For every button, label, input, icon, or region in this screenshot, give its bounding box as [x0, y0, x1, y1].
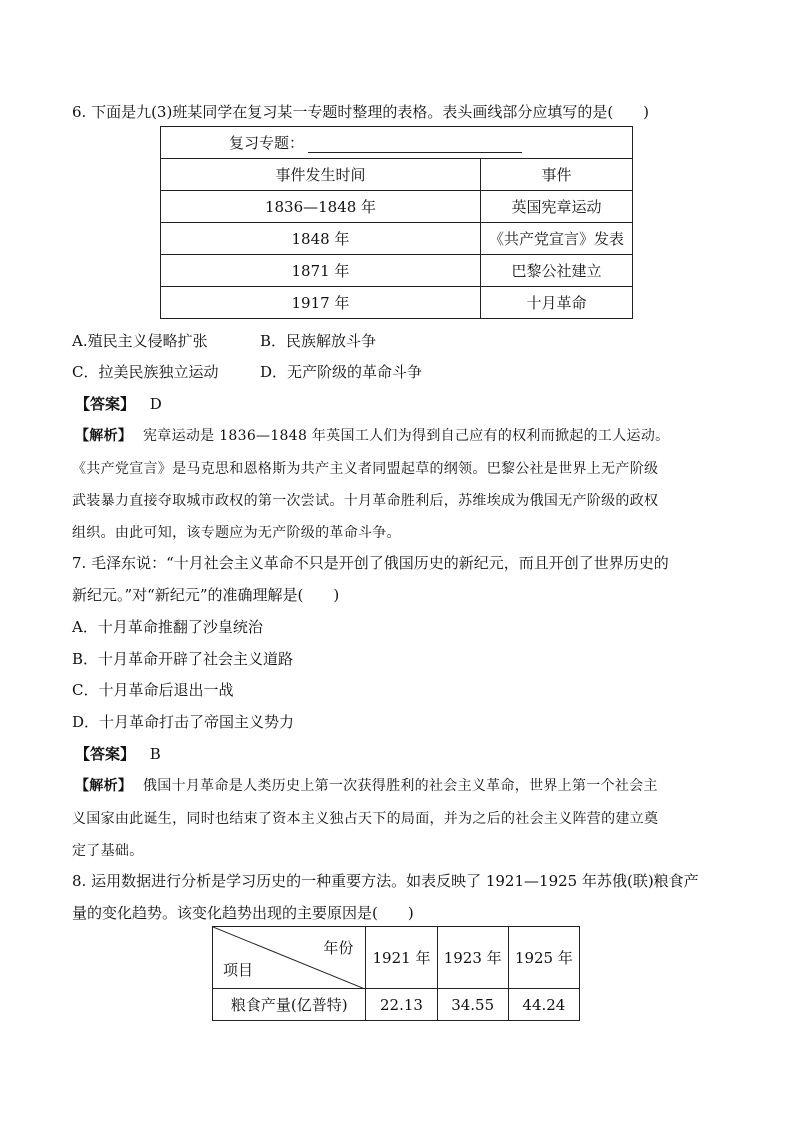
q8-corner-bottom: 项目	[223, 961, 254, 979]
q6-cell-event: 十月革命	[481, 287, 633, 319]
q8-value-cell: 44.24	[508, 989, 579, 1021]
q8-table	[212, 926, 580, 1021]
q6-analysis-line: 武装暴力直接夺取城市政权的第一次尝试。十月革命胜利后，苏维埃成为俄国无产阶级的政权	[72, 493, 659, 509]
q6-table-title-row	[161, 127, 633, 159]
q8-value-cell: 34.55	[437, 989, 508, 1021]
q6-header-time: 事件发生时间	[161, 159, 481, 191]
q7-option-c[interactable]: C．十月革命后退出一战	[72, 681, 234, 699]
q6-header-event: 事件	[481, 159, 633, 191]
q7-option-d[interactable]: D．十月革命打击了帝国主义势力	[72, 713, 295, 731]
q7-option-a[interactable]: A．十月革命推翻了沙皇统治	[72, 618, 263, 636]
q7-analysis-label: 【解析】	[75, 778, 133, 794]
q7-analysis-line: 定了基础。	[72, 843, 144, 859]
q6-analysis-line: 组织。由此可知，该专题应为无产阶级的革命斗争。	[72, 525, 401, 541]
q8-stem: 8. 运用数据进行分析是学习历史的一种重要方法。如表反映了 1921—1925 年苏俄(联)粮食产	[72, 872, 699, 890]
q6-answer-value: D	[149, 395, 162, 413]
q7-stem: 新纪元。”对“新纪元”的准确理解是( )	[72, 586, 340, 604]
q6-options-row-1	[72, 330, 377, 351]
q6-analysis-line	[75, 425, 669, 445]
q6-cell-event: 英国宪章运动	[481, 191, 633, 223]
q6-option-a[interactable]: A.殖民主义侵略扩张	[72, 332, 208, 350]
q6-answer-label: 【答案】	[75, 395, 136, 413]
q8-value-cell: 22.13	[366, 989, 437, 1021]
q6-cell-time: 1836—1848 年	[161, 191, 481, 223]
q8-row-label: 粮食产量(亿普特)	[213, 989, 366, 1021]
q6-table-title-label: 复习专题：	[229, 134, 305, 152]
q6-option-b[interactable]: B．民族解放斗争	[260, 332, 377, 350]
q6-stem: 6. 下面是九(3)班某同学在复习某一专题时整理的表格。表头画线部分应填写的是( )	[72, 103, 650, 121]
q7-analysis-line	[75, 775, 658, 795]
q8-year-header: 1923 年	[437, 927, 508, 989]
q7-analysis-line: 义国家由此诞生，同时也结束了资本主义独占天下的局面，并为之后的社会主义阵营的建立奠	[72, 811, 659, 827]
q6-analysis-label: 【解析】	[75, 428, 133, 444]
q6-analysis-text: 宪章运动是 1836—1848 年英国工人们为得到自己应有的权利而掀起的工人运动。	[142, 428, 670, 444]
q8-stem: 量的变化趋势。该变化趋势出现的主要原因是( )	[72, 904, 414, 922]
q7-option-b[interactable]: B．十月革命开辟了社会主义道路	[72, 650, 294, 668]
q7-answer-label: 【答案】	[75, 745, 136, 763]
q8-year-header: 1925 年	[508, 927, 579, 989]
q6-analysis-line: 《共产党宣言》是马克思和恩格斯为共产主义者同盟起草的纲领。巴黎公社是世界上无产阶级	[72, 461, 659, 477]
q7-stem: 7. 毛泽东说：“十月社会主义革命不只是开创了俄国历史的新纪元，而且开创了世界历史的	[72, 554, 669, 572]
q6-cell-time: 1871 年	[161, 255, 481, 287]
q6-option-c[interactable]: C．拉美民族独立运动	[72, 363, 219, 381]
q6-blank-line	[308, 138, 522, 153]
q6-options-row-2	[72, 361, 423, 382]
q6-cell-event: 巴黎公社建立	[481, 255, 633, 287]
q7-analysis-text: 俄国十月革命是人类历史上第一次获得胜利的社会主义革命，世界上第一个社会主	[142, 778, 658, 794]
q8-corner-cell	[213, 927, 366, 989]
q6-answer	[75, 393, 162, 414]
q6-option-d[interactable]: D．无产阶级的革命斗争	[260, 363, 423, 381]
q6-cell-time: 1848 年	[161, 223, 481, 255]
q6-cell-event: 《共产党宣言》发表	[481, 223, 633, 255]
q8-corner-top: 年份	[323, 939, 354, 957]
q6-table	[160, 126, 633, 319]
q6-cell-time: 1917 年	[161, 287, 481, 319]
q7-answer-value: B	[149, 745, 161, 763]
q8-year-header: 1921 年	[366, 927, 437, 989]
q7-answer	[75, 743, 161, 764]
